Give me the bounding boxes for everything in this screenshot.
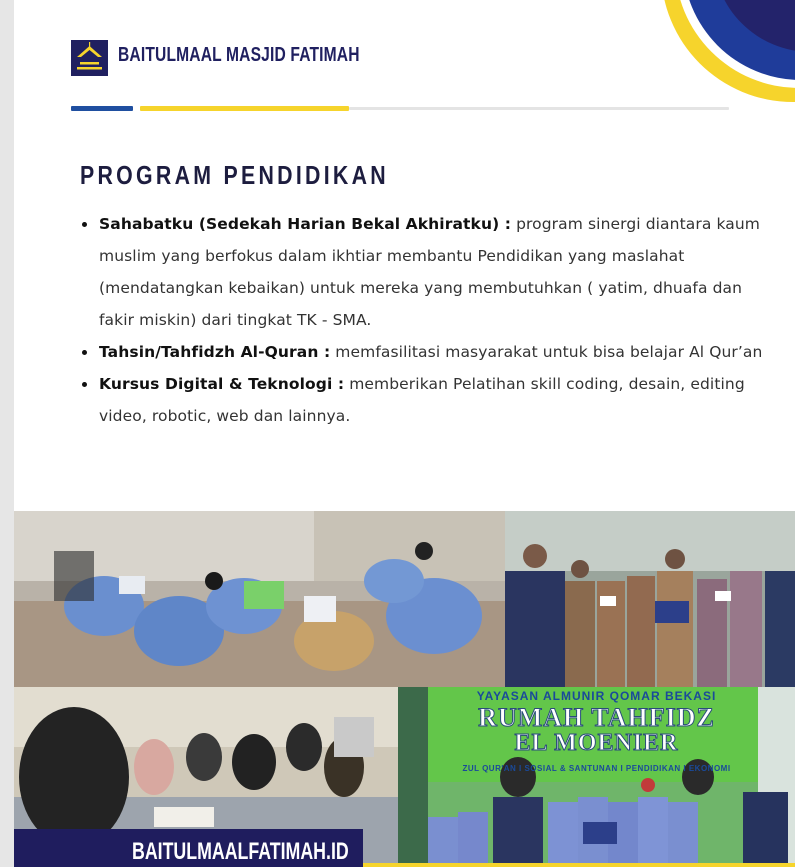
organization-name: BAITULMAAL MASJID FATIMAH xyxy=(118,44,360,66)
photo-rumah-tahfidz xyxy=(398,687,795,867)
banner-foundation-name: YAYASAN ALMUNIR QOMAR BEKASI xyxy=(476,689,717,703)
accent-bar-yellow xyxy=(140,106,349,111)
photo-children-envelopes xyxy=(505,511,795,687)
footer-yellow-strip xyxy=(363,863,795,867)
list-item xyxy=(80,208,780,336)
program-description: memfasilitasi masyarakat untuk bisa belajar Al Qur’an xyxy=(335,343,763,361)
program-name: Sahabatku (Sedekah Harian Bekal Akhiratku) : xyxy=(99,215,512,233)
list-item xyxy=(80,336,780,368)
program-description: program sinergi diantara kaum muslim yang berfokus dalam ikhtiar membantu Pendidikan yang maslahat (mendatangkan kebaikan) untuk mereka yang membutuhkan ( yatim, dhuafa dan fakir miskin) dari tingkat TK - SMA. xyxy=(99,215,760,329)
section-title: PROGRAM PENDIDIKAN xyxy=(80,160,389,190)
document-page xyxy=(14,0,795,867)
program-name: Tahsin/Tahfidzh Al-Quran : xyxy=(99,343,331,361)
banner-title-line2: EL MOENIER xyxy=(514,730,679,756)
mosque-roof-icon xyxy=(71,40,108,76)
photo-students-laptops xyxy=(14,511,505,687)
list-item xyxy=(80,368,780,432)
accent-bar-grey xyxy=(349,107,729,110)
banner-title-line1: RUMAH TAHFIDZ xyxy=(478,703,715,732)
corner-decoration xyxy=(635,0,795,105)
program-name: Kursus Digital & Teknologi : xyxy=(99,375,345,393)
program-description: memberikan Pelatihan skill coding, desain, editing video, robotic, web dan lainnya. xyxy=(99,375,745,425)
accent-bar-blue xyxy=(71,106,133,111)
banner-subtitle: ZUL QUR'AN I SOSIAL & SANTUNAN I PENDIDIKAN I EKONOMI xyxy=(462,764,731,773)
website-url[interactable]: BAITULMAALFATIMAH.ID xyxy=(132,838,349,865)
program-list xyxy=(80,208,780,432)
